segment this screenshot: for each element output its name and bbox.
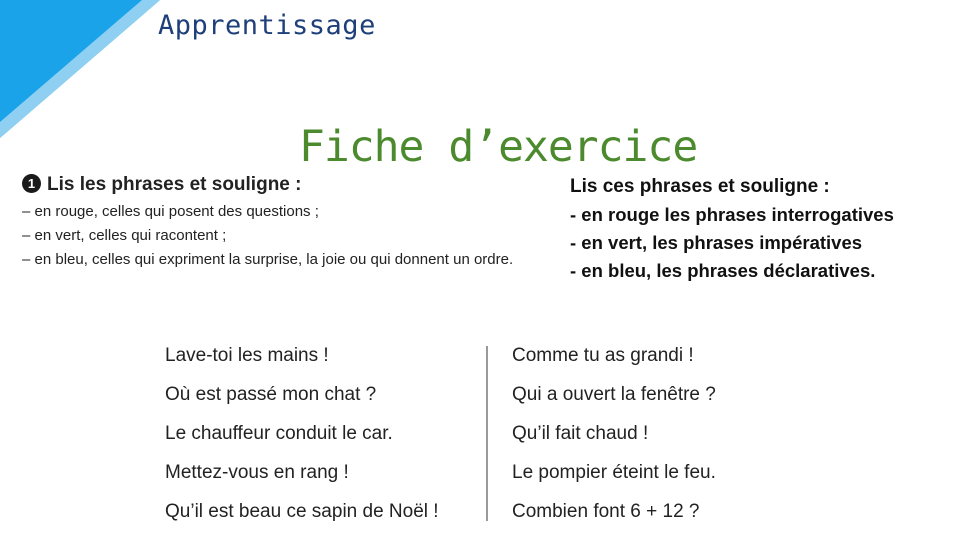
sentence-item: Qu’il fait chaud ! — [512, 423, 649, 444]
instruction-item: – en rouge, celles qui posent des questions ; — [22, 203, 319, 220]
column-divider — [486, 346, 488, 521]
sentence-list-left — [165, 344, 475, 539]
subject-label: Apprentissage — [158, 10, 376, 41]
sentence-list-right — [512, 344, 832, 539]
exercise-number-badge: 1 — [22, 174, 41, 193]
sentence-item: Comme tu as grandi ! — [512, 345, 694, 366]
exercise-lead: Lis les phrases et souligne : — [47, 174, 302, 195]
corrected-lead: Lis ces phrases et souligne : — [570, 176, 830, 197]
sentence-item: Qu’il est beau ce sapin de Noël ! — [165, 501, 439, 522]
sentence-item: Le chauffeur conduit le car. — [165, 423, 393, 444]
corrected-item: - en bleu, les phrases déclaratives. — [570, 260, 876, 281]
sentence-item: Où est passé mon chat ? — [165, 384, 377, 405]
instruction-item: – en bleu, celles qui expriment la surprise, la joie ou qui donnent un ordre. — [22, 251, 514, 268]
corrected-instructions — [570, 176, 950, 282]
sentence-item: Combien font 6 + 12 ? — [512, 501, 700, 522]
exercise-instructions — [22, 174, 562, 268]
sentence-item: Lave-toi les mains ! — [165, 345, 329, 366]
exercise-lead-line — [22, 174, 562, 196]
page-title: Fiche d’exercice — [299, 122, 698, 172]
instruction-item: – en vert, celles qui racontent ; — [22, 227, 227, 244]
corrected-item: - en rouge les phrases interrogatives — [570, 204, 894, 225]
sentence-item: Qui a ouvert la fenêtre ? — [512, 384, 716, 405]
sentence-item: Le pompier éteint le feu. — [512, 462, 716, 483]
sentence-item: Mettez-vous en rang ! — [165, 462, 349, 483]
corrected-item: - en vert, les phrases impératives — [570, 232, 863, 253]
